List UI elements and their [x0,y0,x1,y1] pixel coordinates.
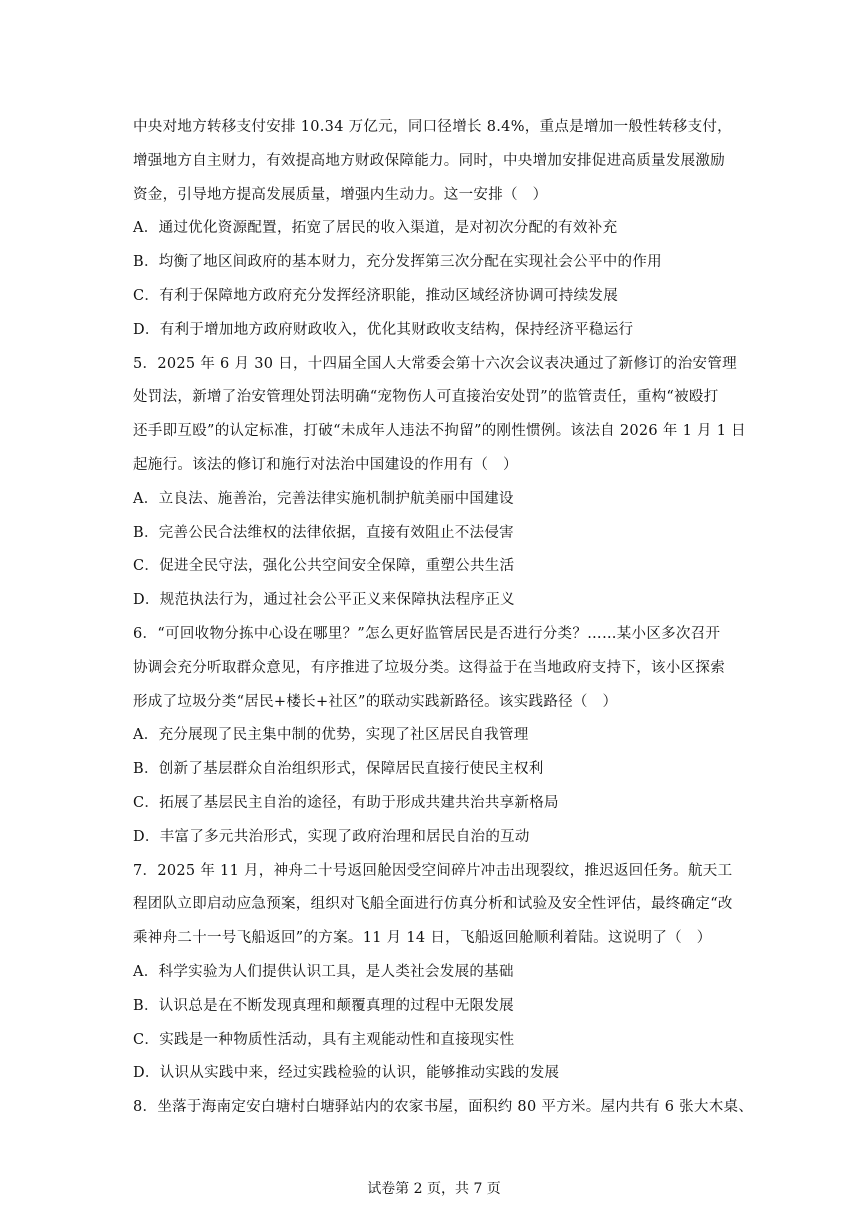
text-line: 形成了垃圾分类“居民+楼长+社区”的联动实践新路径。该实践路径（ ） [133,693,618,710]
text-line: 增强地方自主财力，有效提高地方财政保障能力。同时，中央增加安排促进高质量发展激励 [133,152,725,169]
option-c: C．促进全民守法，强化公共空间安全保障，重塑公共生活 [133,558,515,575]
option-b: B．认识总是在不断发现真理和颠覆真理的过程中无限发展 [133,997,514,1014]
option-a: A．充分展现了民主集中制的优势，实现了社区居民自我管理 [133,727,529,744]
text-line: 中央对地方转移支付安排 10.34 万亿元，同口径增长 8.4%，重点是增加一般性转移支付， [133,119,732,135]
page-footer: 试卷第 2 页，共 7 页 [367,1181,501,1197]
option-d: D．规范执法行为，通过社会公平正义来保障执法程序正义 [133,592,515,609]
question-6: 6．“可回收物分拣中心设在哪里？”怎么更好监管居民是否进行分类？……某小区多次召开 [133,625,721,642]
option-b: B．完善公民合法维权的法律依据，直接有效阻止不法侵害 [133,524,514,541]
option-b: B．创新了基层群众自治组织形式，保障居民直接行使民主权利 [133,761,544,778]
text-line: 乘神舟二十一号飞船返回”的方案。11 月 14 日，飞船返回舱顺利着陆。这说明了（ ） [133,930,712,947]
option-b: B．均衡了地区间政府的基本财力，充分发挥第三次分配在实现社会公平中的作用 [133,254,662,271]
option-d: D．有利于增加地方政府财政收入，优化其财政收支结构，保持经济平稳运行 [133,321,634,338]
text-line: 处罚法，新增了治安管理处罚法明确“宠物伤人可直接治安处罚”的监管责任，重构“被殴打 [133,389,719,406]
option-c: C．实践是一种物质性活动，具有主观能动性和直接现实性 [133,1031,515,1048]
text-line: 程团队立即启动应急预案，组织对飞船全面进行仿真分析和试验及安全性评估，最终确定“改 [133,896,733,913]
option-a: A．立良法、施善治，完善法律实施机制护航美丽中国建设 [133,490,514,507]
question-5: 5．2025 年 6 月 30 日，十四届全国人大常委会第十六次会议表决通过了新修订的治安管理 [133,355,737,372]
text-line: 协调会充分听取群众意见，有序推进了垃圾分类。这得益于在当地政府支持下，该小区探索 [133,659,725,676]
option-c: C．拓展了基层民主自治的途径，有助于形成共建共治共享新格局 [133,794,559,811]
option-a: A．通过优化资源配置，拓宽了居民的收入渠道，是对初次分配的有效补充 [133,220,618,237]
question-text [133,111,754,1125]
text-line: 还手即互殴”的认定标准，打破“未成年人违法不拘留”的刚性惯例。该法自 2026 年 1 月 1 日 [133,423,746,440]
text-line: 起施行。该法的修订和施行对法治中国建设的作用有（ ） [133,456,518,473]
question-7: 7．2025 年 11 月，神舟二十号返回舱因受空间碎片冲击出现裂纹，推迟返回任务。航天工 [133,862,733,879]
option-d: D．认识从实践中来，经过实践检验的认识，能够推动实践的发展 [133,1065,560,1082]
text-line: 资金，引导地方提高发展质量，增强内生动力。这一安排（ ） [133,186,548,203]
option-c: C．有利于保障地方政府充分发挥经济职能，推动区域经济协调可持续发展 [133,287,618,304]
option-a: A．科学实验为人们提供认识工具，是人类社会发展的基础 [133,963,514,980]
question-8: 8．坐落于海南定安白塘村白塘驿站内的农家书屋，面积约 80 平方米。屋内共有 6 张大木桌、 [133,1099,754,1116]
option-d: D．丰富了多元共治形式，实现了政府治理和居民自治的互动 [133,828,530,845]
